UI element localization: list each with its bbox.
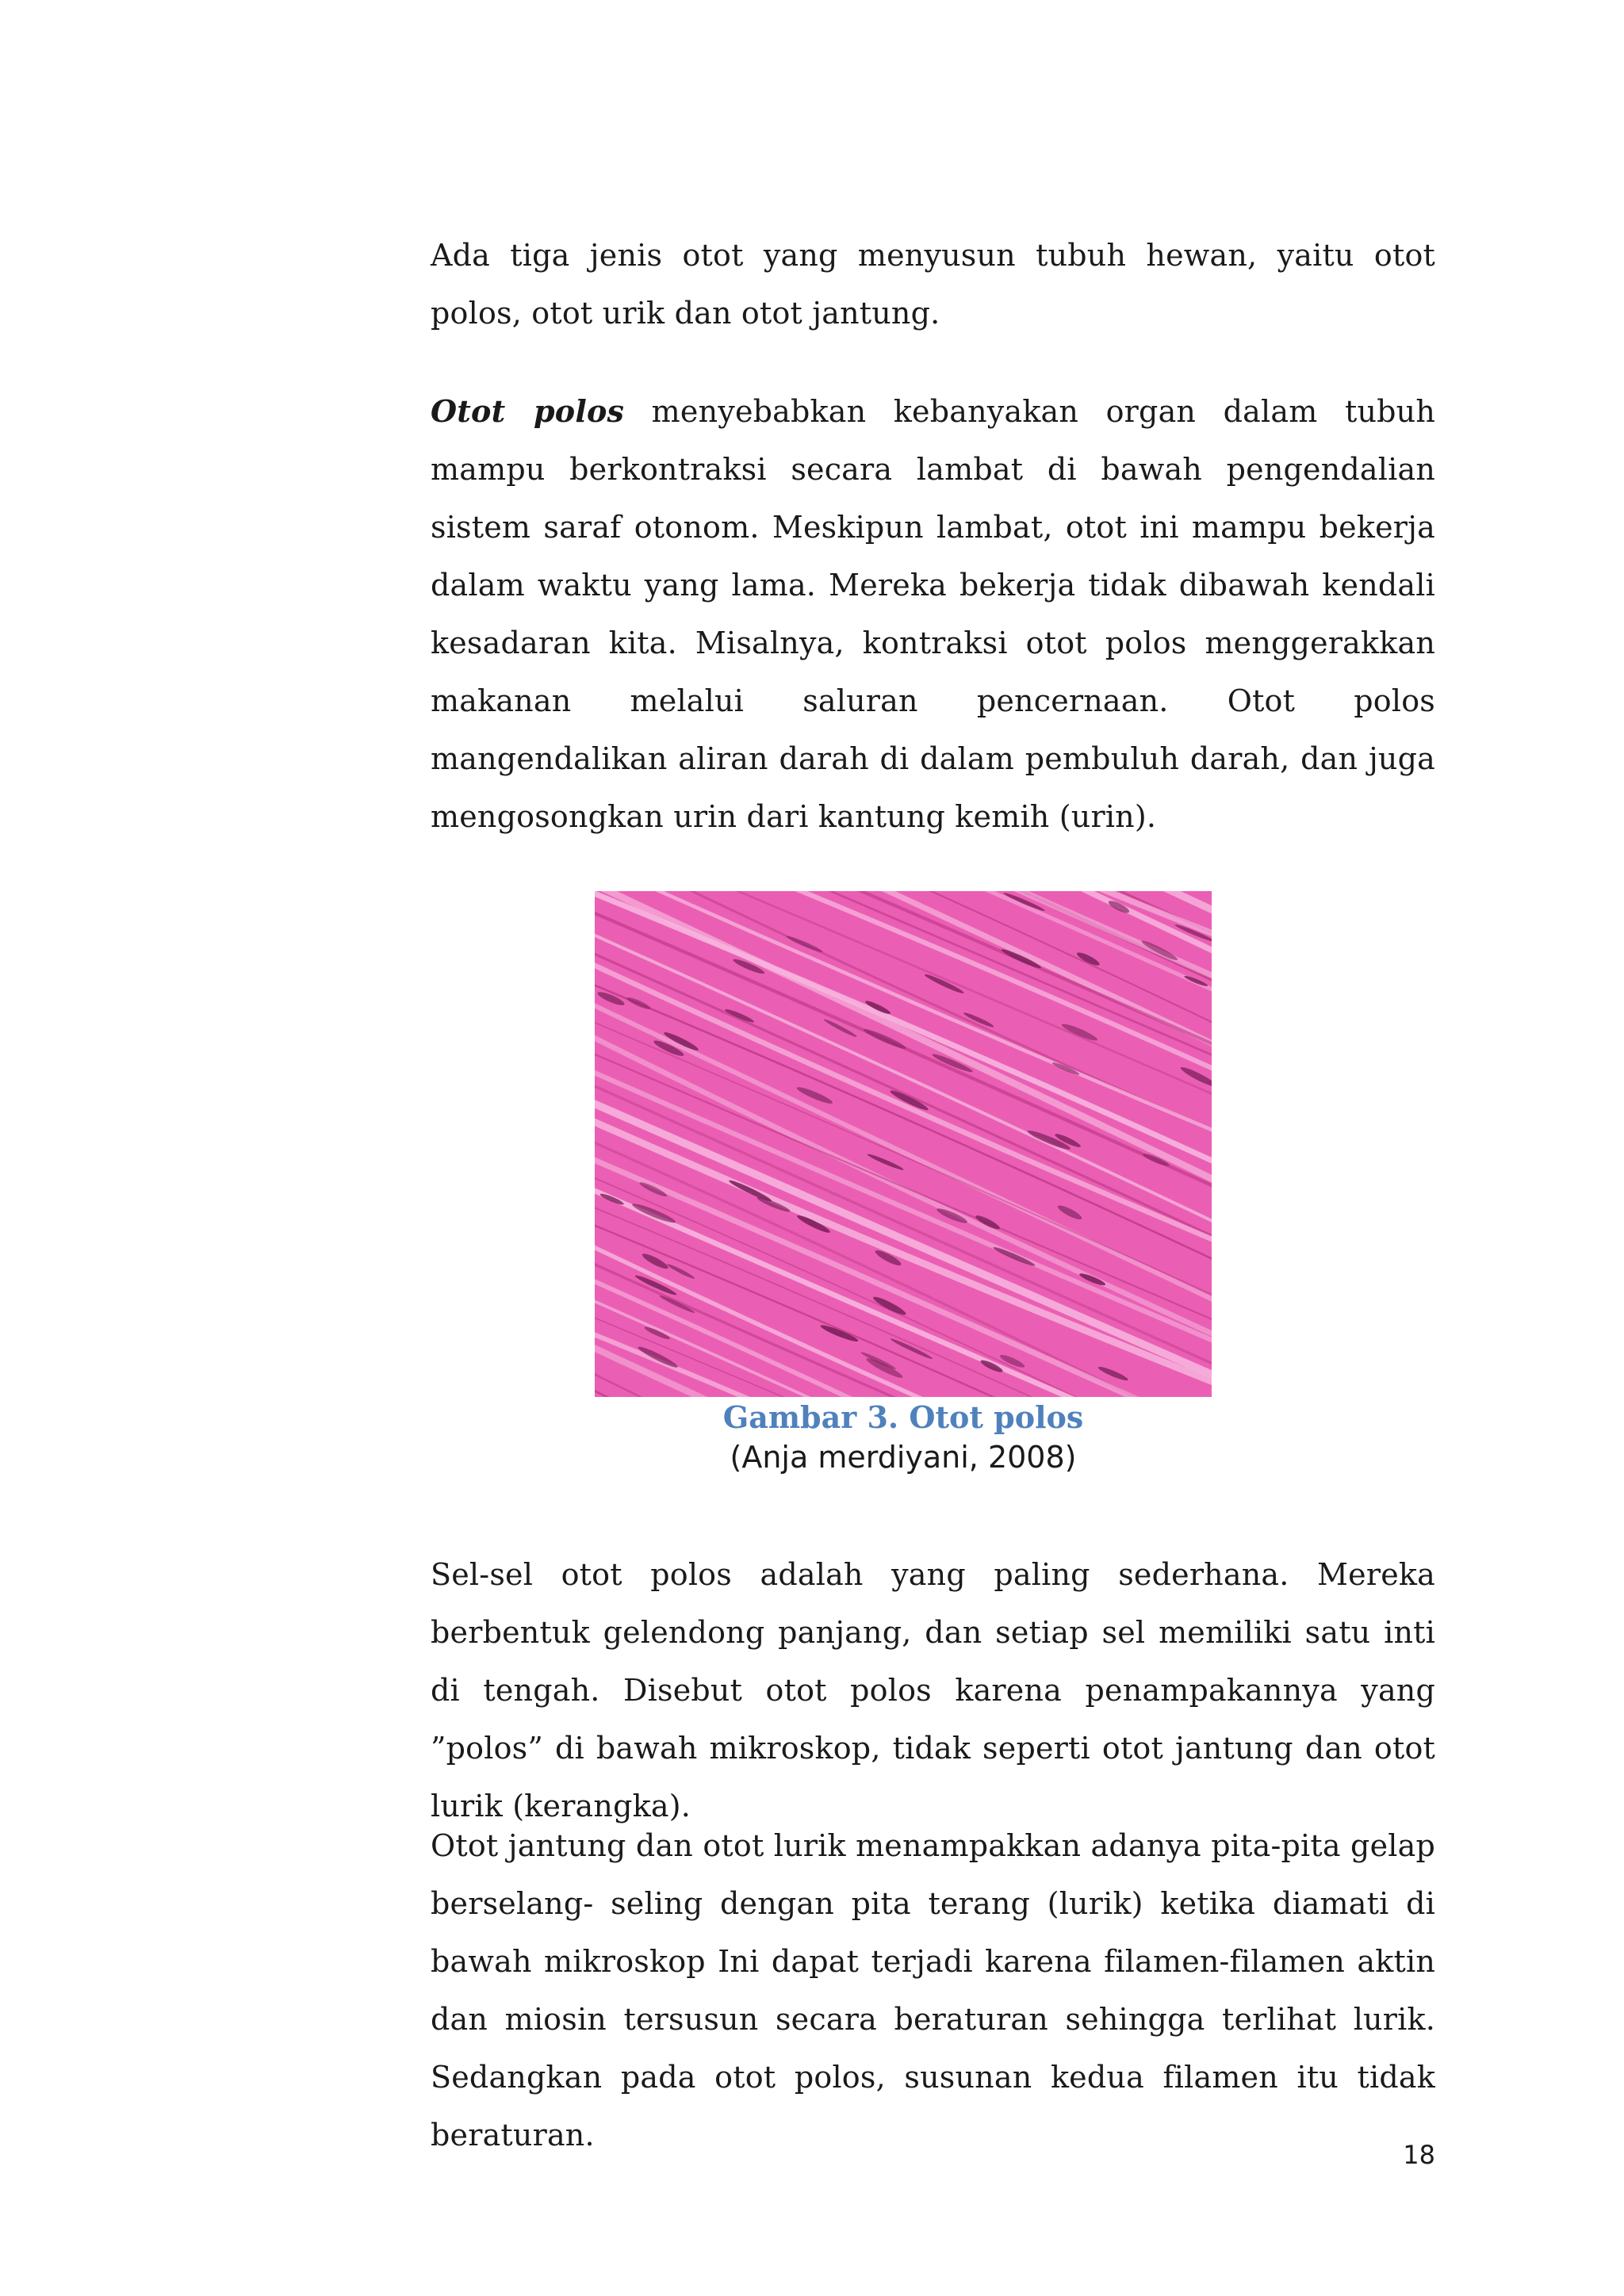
- paragraph-otot-polos: [431, 382, 1435, 846]
- paragraph-sel-otot-polos: Sel-sel otot polos adalah yang paling sederhana. Mereka berbentuk gelendong panjang, dan setiap sel memiliki satu inti di tengah. Disebut otot polos karena penampakannya yang ”polos” di bawah mikroskop, tidak seperti otot jantung dan otot lurik (kerangka).: [431, 1557, 1435, 1823]
- paragraph-otot-polos-text: menyebabkan kebanyakan organ dalam tubuh mampu berkontraksi secara lambat di bawah pengendalian sistem saraf otonom. Meskipun lambat, otot ini mampu bekerja dalam waktu yang lama. Mereka bekerja tidak dibawah kendali kesadaran kita. Misalnya, kontraksi otot polos menggerakkan makanan melalui saluran pencernaan. Otot polos mangendalikan aliran darah di dalam pembuluh darah, dan juga mengosongkan urin dari kantung kemih (urin).: [431, 394, 1436, 834]
- figure-caption-source: (Anja merdiyani, 2008): [730, 1440, 1077, 1475]
- figure-caption-title: Gambar 3. Otot polos: [722, 1399, 1084, 1435]
- page-number: 18: [1403, 2140, 1435, 2170]
- micrograph-image: [595, 891, 1212, 1397]
- paragraph-intro: Ada tiga jenis otot yang menyusun tubuh hewan, yaitu otot polos, otot urik dan otot jantung.: [431, 238, 1435, 331]
- paragraph-otot-jantung-lurik: Otot jantung dan otot lurik menampakkan adanya pita-pita gelap berselang- seling dengan pita terang (lurik) ketika diamati di bawah mikroskop Ini dapat terjadi karena filamen-filamen aktin dan miosin tersusun secara beraturan sehingga terlihat lurik. Sedangkan pada otot polos, susunan kedua filamen itu tidak beraturan.: [431, 1828, 1435, 2152]
- term-otot-polos: Otot polos: [431, 393, 625, 429]
- smooth-muscle-micrograph: [595, 891, 1212, 1397]
